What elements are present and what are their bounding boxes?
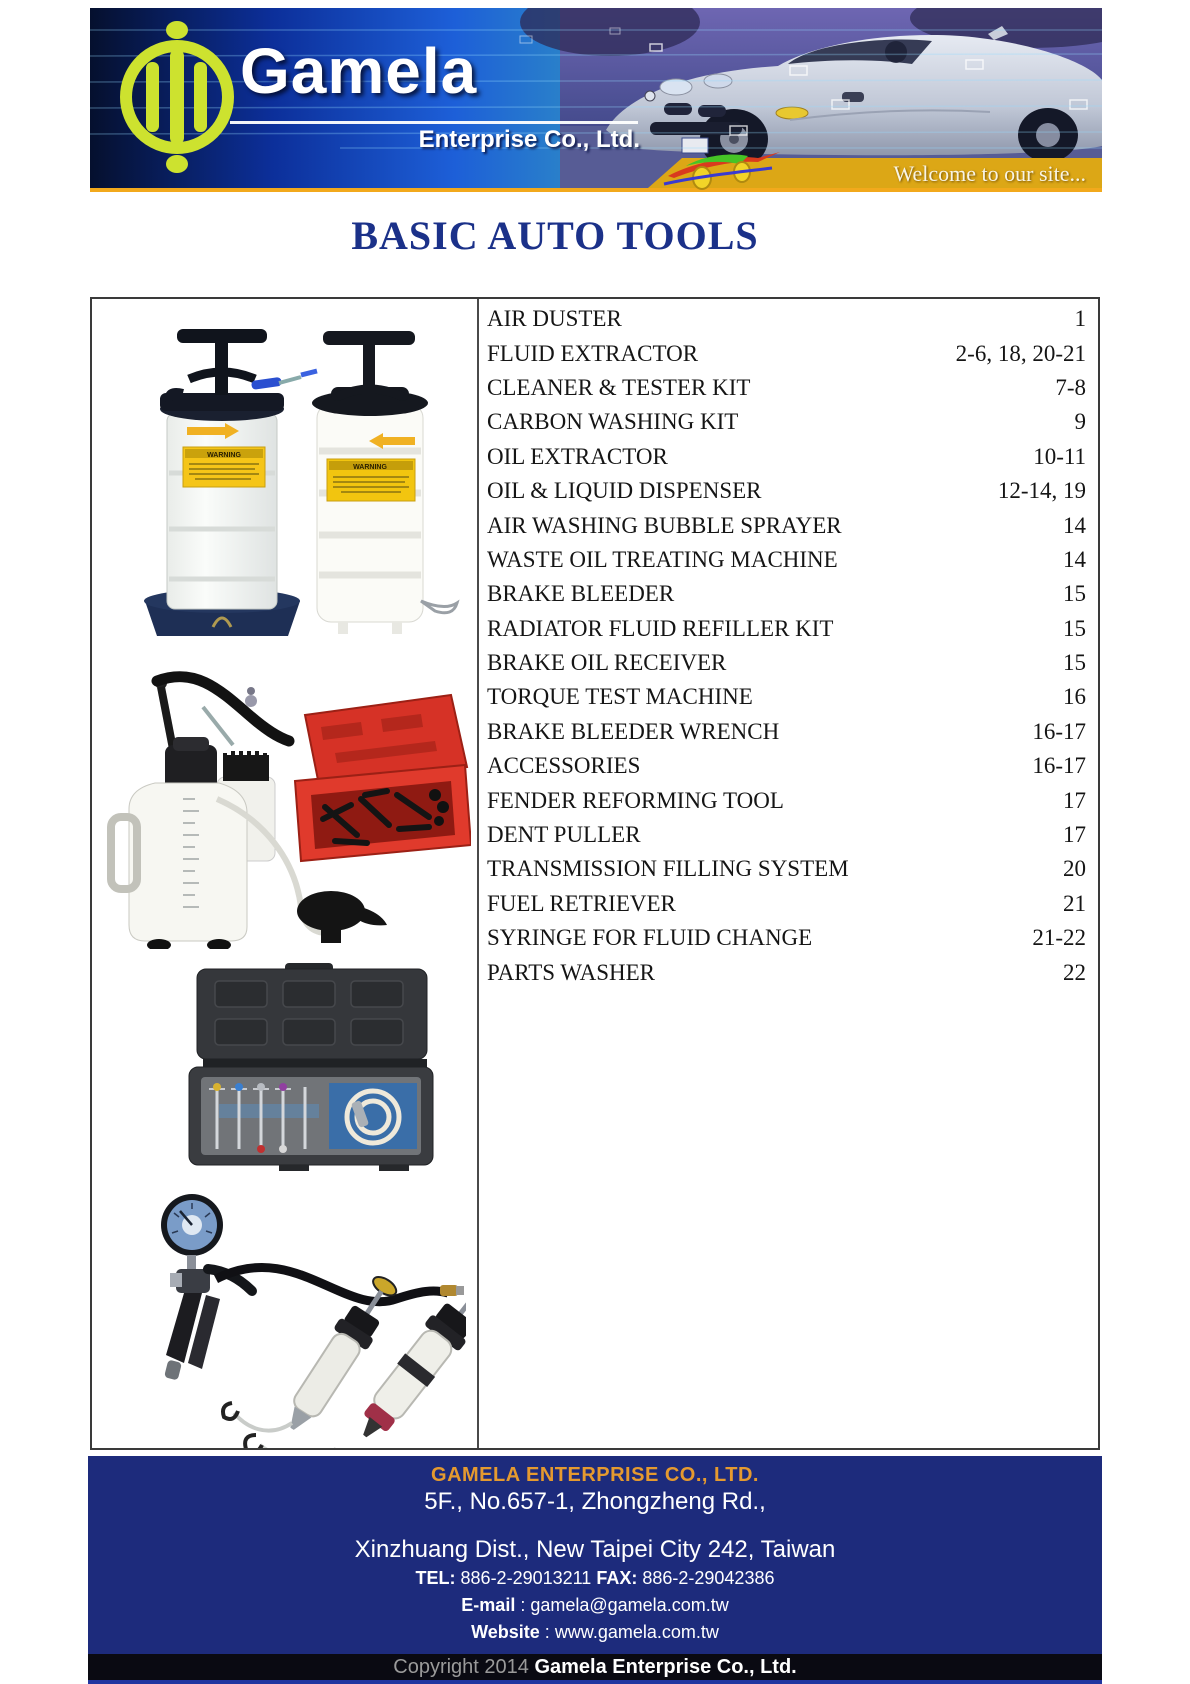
toc-item-label[interactable]: FLUID EXTRACTOR (487, 340, 699, 366)
toc-row[interactable] (487, 749, 1086, 783)
toc-row[interactable] (487, 577, 1086, 611)
toc-item-label[interactable]: CARBON WASHING KIT (487, 409, 739, 435)
svg-text:WARNING: WARNING (206, 452, 241, 459)
product-image-column (92, 299, 479, 1448)
toc-item-pages: 21-22 (1032, 925, 1086, 951)
logo-wordmark[interactable]: Gamela (240, 35, 478, 107)
header-banner (90, 8, 1102, 192)
toc-row[interactable] (487, 646, 1086, 680)
toc-item-pages: 16-17 (1032, 753, 1086, 779)
footer-copyright-bar (88, 1654, 1102, 1680)
toc-row[interactable] (487, 818, 1086, 852)
toc-row[interactable] (487, 852, 1086, 886)
toc-item-pages: 21 (1063, 890, 1086, 916)
logo-subtitle: Enterprise Co., Ltd. (418, 126, 640, 153)
toc-row[interactable] (487, 543, 1086, 577)
product-image-bleeder-case (159, 961, 459, 1173)
toc-row[interactable] (487, 612, 1086, 646)
toc-item-pages: 22 (1063, 959, 1086, 985)
website-separator: : (539, 1622, 555, 1642)
toc-row[interactable] (487, 508, 1086, 542)
toc-item-label[interactable]: OIL EXTRACTOR (487, 443, 668, 469)
toc-item-pages: 14 (1063, 512, 1086, 538)
toc-item-label[interactable]: DENT PULLER (487, 822, 641, 848)
svg-text:WARNING: WARNING (352, 464, 387, 471)
toc-item-pages: 14 (1063, 546, 1086, 572)
logo-underline (230, 121, 638, 124)
tel-label: TEL: (415, 1568, 456, 1588)
toc-item-pages: 15 (1063, 581, 1086, 607)
toc-row[interactable] (487, 336, 1086, 370)
toc-item-label[interactable]: BRAKE OIL RECEIVER (487, 650, 727, 676)
footer-company-name: GAMELA ENTERPRISE CO., LTD. (431, 1464, 759, 1486)
toc-row[interactable] (487, 955, 1086, 989)
toc-item-pages: 12-14, 19 (997, 478, 1086, 504)
footer-bottom-strip (88, 1680, 1102, 1684)
copyright-prefix: Copyright 2014 (393, 1656, 535, 1678)
footer-email-line (88, 1592, 1102, 1619)
toc-item-pages: 20 (1063, 856, 1086, 882)
website-label: Website (471, 1622, 540, 1642)
toc-item-pages: 9 (1074, 409, 1086, 435)
toc-item-label[interactable]: BRAKE BLEEDER (487, 581, 675, 607)
toc-item-pages: 16 (1063, 684, 1086, 710)
toc-item-label[interactable]: WASTE OIL TREATING MACHINE (487, 546, 838, 572)
toc-row[interactable] (487, 680, 1086, 714)
footer (88, 1456, 1102, 1684)
toc-item-label[interactable]: BRAKE BLEEDER WRENCH (487, 718, 780, 744)
red-tool-case (295, 695, 471, 861)
toc-row[interactable] (487, 371, 1086, 405)
tel-value[interactable]: 886-2-29013211 (460, 1568, 592, 1588)
fax-value: 886-2-29042386 (642, 1568, 775, 1588)
footer-address-line2: Xinzhuang Dist., New Taipei City 242, Taiwan (354, 1536, 836, 1563)
toc-item-pages: 1 (1074, 306, 1086, 332)
toc-item-label[interactable]: TRANSMISSION FILLING SYSTEM (487, 856, 849, 882)
toc-row[interactable] (487, 474, 1086, 508)
toc-item-pages: 2-6, 18, 20-21 (955, 340, 1086, 366)
toc-row[interactable] (487, 405, 1086, 439)
toc-row[interactable] (487, 783, 1086, 817)
toc-item-label[interactable]: TORQUE TEST MACHINE (487, 684, 753, 710)
toc-row[interactable] (487, 715, 1086, 749)
toc-row[interactable] (487, 440, 1086, 474)
toc-item-label[interactable]: ACCESSORIES (487, 753, 641, 779)
toc-item-label[interactable]: RADIATOR FLUID REFILLER KIT (487, 615, 834, 641)
footer-address-line1: 5F., No.657-1, Zhongzheng Rd., (424, 1488, 766, 1515)
product-image-fluid-extractors (105, 301, 465, 643)
toc-item-pages: 17 (1063, 787, 1086, 813)
toc-row[interactable] (487, 302, 1086, 336)
fax-label: FAX: (596, 1568, 638, 1588)
toc-item-label[interactable]: AIR DUSTER (487, 306, 622, 332)
toc-item-label[interactable]: FUEL RETRIEVER (487, 890, 676, 916)
catalog-table (90, 297, 1100, 1450)
welcome-text: Welcome to our site... (893, 161, 1086, 186)
footer-tel-fax-line (88, 1565, 1102, 1592)
toc-item-label[interactable]: PARTS WASHER (487, 959, 655, 985)
toc-item-pages: 15 (1063, 650, 1086, 676)
toc-list (479, 299, 1098, 1448)
footer-website-line (88, 1619, 1102, 1646)
toc-item-label[interactable]: AIR WASHING BUBBLE SPRAYER (487, 512, 842, 538)
toc-item-label[interactable]: SYRINGE FOR FLUID CHANGE (487, 925, 813, 951)
toc-item-label[interactable]: CLEANER & TESTER KIT (487, 374, 751, 400)
email-separator: : (515, 1595, 531, 1615)
footer-contact-block (88, 1456, 1102, 1654)
toc-item-label[interactable]: FENDER REFORMING TOOL (487, 787, 784, 813)
page-title: BASIC AUTO TOOLS (351, 213, 759, 258)
product-image-inflator-syringes (104, 1177, 466, 1448)
toc-item-pages: 7-8 (1055, 374, 1086, 400)
email-label: E-mail (461, 1595, 516, 1615)
toc-item-pages: 15 (1063, 615, 1086, 641)
product-image-transmission-filler-kit (99, 649, 471, 949)
toc-item-pages: 17 (1063, 822, 1086, 848)
toc-item-pages: 10-11 (1033, 443, 1086, 469)
website-value[interactable]: www.gamela.com.tw (554, 1622, 719, 1642)
toc-item-pages: 16-17 (1032, 718, 1086, 744)
copyright-company: Gamela Enterprise Co., Ltd. (534, 1656, 797, 1678)
toc-row[interactable] (487, 921, 1086, 955)
email-value[interactable]: gamela@gamela.com.tw (530, 1595, 729, 1615)
gold-divider-line (90, 188, 1102, 192)
toc-row[interactable] (487, 887, 1086, 921)
toc-item-label[interactable]: OIL & LIQUID DISPENSER (487, 478, 762, 504)
